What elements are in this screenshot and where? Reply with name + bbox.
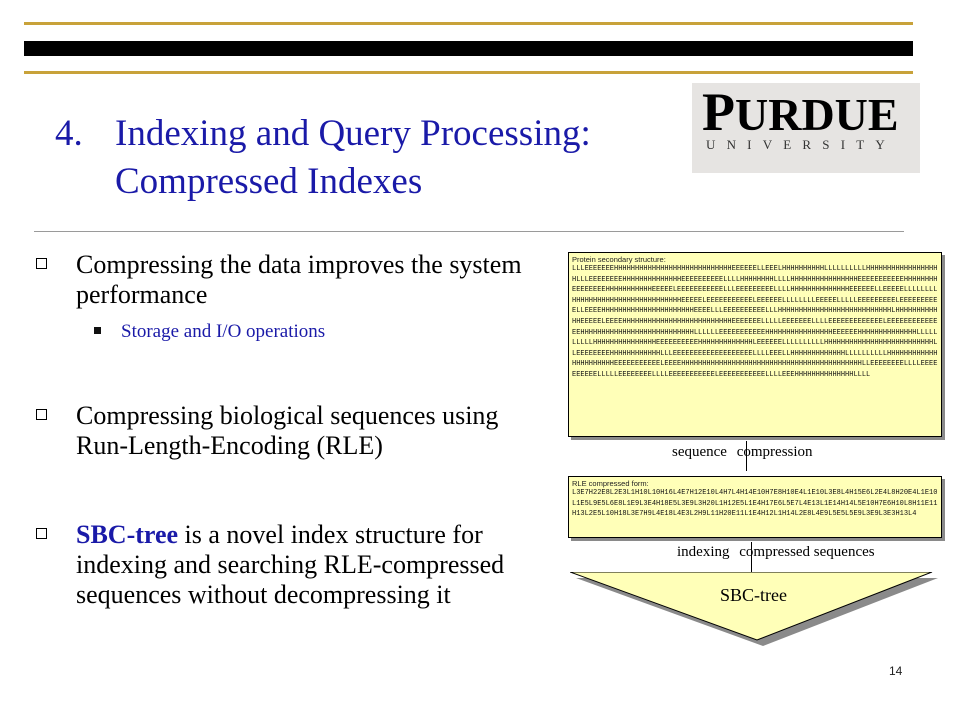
sbc-tree-label: SBC-tree: [720, 585, 787, 605]
indexing-label-left-text: indexing: [677, 544, 730, 560]
bullet-3-rest: is a novel index structure for indexing and searching RLE-compressed sequences without decompressing it: [76, 520, 505, 609]
title-number: 4.: [55, 113, 83, 154]
top-gold-line: [24, 22, 913, 25]
compression-label: [672, 444, 813, 461]
hollow-square-bullet-icon: [36, 409, 47, 420]
sbc-tree-triangle: [570, 572, 942, 652]
hollow-square-bullet-icon: [36, 528, 47, 539]
title-divider: [34, 231, 904, 232]
triangle-body: [570, 572, 932, 640]
rle-title: RLE compressed form:: [572, 479, 649, 488]
title-line-1: Indexing and Query Processing:: [115, 113, 591, 154]
compression-label-right: compression: [736, 444, 813, 460]
header-black-bar: [24, 41, 913, 56]
indexing-label-right: compressed sequences: [739, 544, 875, 560]
secondary-structure-panel: [568, 252, 942, 437]
slide-title: [55, 110, 591, 206]
compression-label-left: sequence: [672, 444, 727, 460]
logo-wordmark: PURDUE: [702, 82, 899, 142]
page-number: 14: [889, 664, 903, 678]
bottom-gold-line: [24, 71, 913, 74]
bullet-1-text: Compressing the data improves the system performance: [76, 250, 522, 309]
filled-square-bullet-icon: [94, 327, 101, 334]
title-line-2: Compressed Indexes: [115, 161, 423, 202]
secondary-structure-sequence: LLLEEEEEEEHHHHHHHHHHHHHHHHHHHHHHHHHHHHEEEEEELLEEELHHHHHHHHHHLLLLLLLLLLHHHHHHHHHHHHHHHHHHLLLEEEEEEEEHHHHHHHHHHHHHHEEEEEEEEEELLLLHHHHHHHHLLLLHHHHHHHHHHHHHHHHEEEEEEEEEEEHHHHHHHHEEEEEEEEHHHHHHHHHHHEEEEELEEEEEEEEEEELLLEEEEEEEEELLLLHHHHHHHHHHHHHHEEEEEELLEEEEELLLLLLLLHHHHHHHHHHHHHHHHHHHHHHHHHHEEEEELEEEEEEEEEEELEEEEEELLLLLLLLEEEEELLLLLEEEEEEEEELEEEEEEEEEELLEEEEHHHHHHHHHHHHHHHHHHHHHHEEEELLLEEEEEEEEEELLLHHHHHHHHHHHHHHHHHHHHHHHHHHHLHHHHHHHHHHHHEEEEELEEEEHHHHHHHHHHHHHHHHHHHHHHHHHHEEEEEEELLLLLEEEEEEELLLLEEEEEEEEEEEEELEEEEEEEEEEEEEEHHHHHHHHHHHHHHHHHHHHHHHHHHHLLLLLLEEEEEEEEEEEHHHHHHHHHHHHHHHHEEEEEEHHHHHHHHHHHHHHLLLLLLLLLLHHHHHHHHHHHHHHHEEEEEEEEEEHHHHHHHHHHHHHLEEEEEELLLLLLLLLLHHHHHHHHHHHHHHHHHHHHHHHHHHLLEEEEEEEEHHHHHHHHHHHHLLLEEEEEEEEEEEEEEEEEEELLLLEEELLHHHHHHHHHHHHHLLLLLLLLLLHHHHHHHHHHHHHHHHHHHHHHEEEEEEEEEEELEEEEHHHHHHHHHHHHHHHHHHHHHHHHHHHHHHHHHHHHHHHHHHHLLEEEEEEEELLLLEEEEEEEEEELLLLLEEEEEEEELLLLEEEEEEEEEEELEEEEEEEEEEELLLLEEEHHHHHHHHHHHHHHLLLL: [572, 265, 938, 379]
hollow-square-bullet-icon: [36, 258, 47, 269]
bullet-2-text: Compressing biological sequences using Run-Length-Encoding (RLE): [76, 401, 499, 460]
rle-sequence: L3E7H22E8L2E3L1H10L10H16L4E7H12E10L4H7L4H14E10H7E8H10E4L1E10L3E8L4H15E6L2E4L8H20E4L1E10L1E5L9E5L6E8L1E9L3E4H18E5L3E9L3H20L1H12E5L1E4H17E6L5E7L4E13L1E14H14L5E10H7E6H10L8H11E11H13L2E5L10H18L3E7H9L4E18L4E3L2H9L11H20E11L1E4H12L1H14L2E8L4E9L5E5L5E9L3E9L3E3H13L4: [572, 489, 938, 519]
logo-subtitle: UNIVERSITY: [706, 137, 896, 152]
purdue-logo: [692, 83, 920, 173]
rle-panel: [568, 476, 942, 538]
sbc-tree-term: SBC-tree: [76, 520, 179, 549]
secondary-structure-title: Protein secondary structure:: [572, 255, 666, 264]
indexing-label: [677, 544, 875, 561]
bullet-3-text: [76, 520, 541, 610]
sub-bullet-text: Storage and I/O operations: [121, 321, 326, 342]
